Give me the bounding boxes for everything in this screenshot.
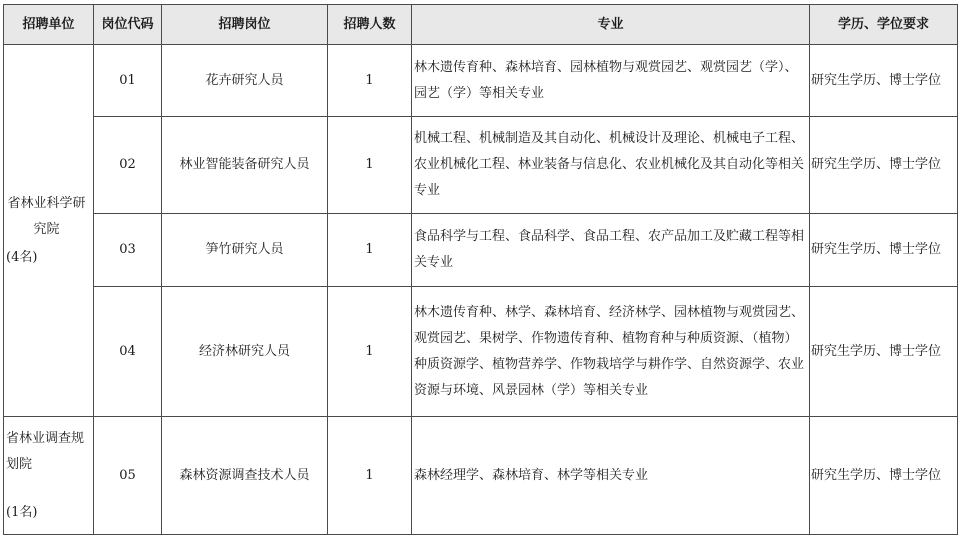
post-number: 1 (328, 117, 412, 214)
header-count: 招聘人数 (328, 5, 412, 45)
header-position: 招聘岗位 (162, 5, 328, 45)
post-major: 机械工程、机械制造及其自动化、机械设计及理论、机械电子工程、农业机械化工程、林业装备与信息化、农业机械化及其自动化等相关专业 (412, 117, 810, 214)
table-row (4, 287, 958, 417)
post-major: 林木遗传育种、森林培育、园林植物与观赏园艺、观赏园艺（学）、园艺（学）等相关专业 (412, 45, 810, 117)
table-row (4, 117, 958, 214)
post-title: 花卉研究人员 (162, 45, 328, 117)
header-degree: 学历、学位要求 (810, 5, 958, 45)
post-code: 04 (94, 287, 162, 417)
unit-cell-forestry-research (4, 45, 94, 417)
post-code: 02 (94, 117, 162, 214)
post-code: 05 (94, 417, 162, 535)
post-major: 林木遗传育种、林学、森林培育、经济林学、园林植物与观赏园艺、观赏园艺、果树学、作物遗传育种、植物育种与种质资源、（植物）种质资源学、植物营养学、作物栽培学与耕作学、自然资源学、农业资源与环境、风景园林（学）等相关专业 (412, 287, 810, 417)
unit-count: (4名) (6, 249, 38, 265)
unit-count: (1名) (6, 504, 38, 520)
post-number: 1 (328, 45, 412, 117)
table-row (4, 45, 958, 117)
recruitment-table (3, 4, 958, 535)
post-degree: 研究生学历、博士学位 (810, 214, 958, 287)
header-code: 岗位代码 (94, 5, 162, 45)
post-number: 1 (328, 214, 412, 287)
post-number: 1 (328, 417, 412, 535)
post-title: 森林资源调查技术人员 (162, 417, 328, 535)
post-code: 03 (94, 214, 162, 287)
header-major: 专业 (412, 5, 810, 45)
post-major: 食品科学与工程、食品科学、食品工程、农产品加工及贮藏工程等相关专业 (412, 214, 810, 287)
post-title: 经济林研究人员 (162, 287, 328, 417)
post-major: 森林经理学、森林培育、林学等相关专业 (412, 417, 810, 535)
post-degree: 研究生学历、博士学位 (810, 117, 958, 214)
post-title: 笋竹研究人员 (162, 214, 328, 287)
unit-name: 省林业调查规划院 (6, 430, 85, 472)
table-row (4, 417, 958, 535)
unit-cell-forestry-survey (4, 417, 94, 535)
post-degree: 研究生学历、博士学位 (810, 287, 958, 417)
post-title: 林业智能装备研究人员 (162, 117, 328, 214)
header-unit: 招聘单位 (4, 5, 94, 45)
table-row (4, 214, 958, 287)
post-degree: 研究生学历、博士学位 (810, 417, 958, 535)
unit-name: 省林业科学研究院 (7, 195, 86, 237)
header-row (4, 5, 958, 45)
post-number: 1 (328, 287, 412, 417)
post-degree: 研究生学历、博士学位 (810, 45, 958, 117)
post-code: 01 (94, 45, 162, 117)
